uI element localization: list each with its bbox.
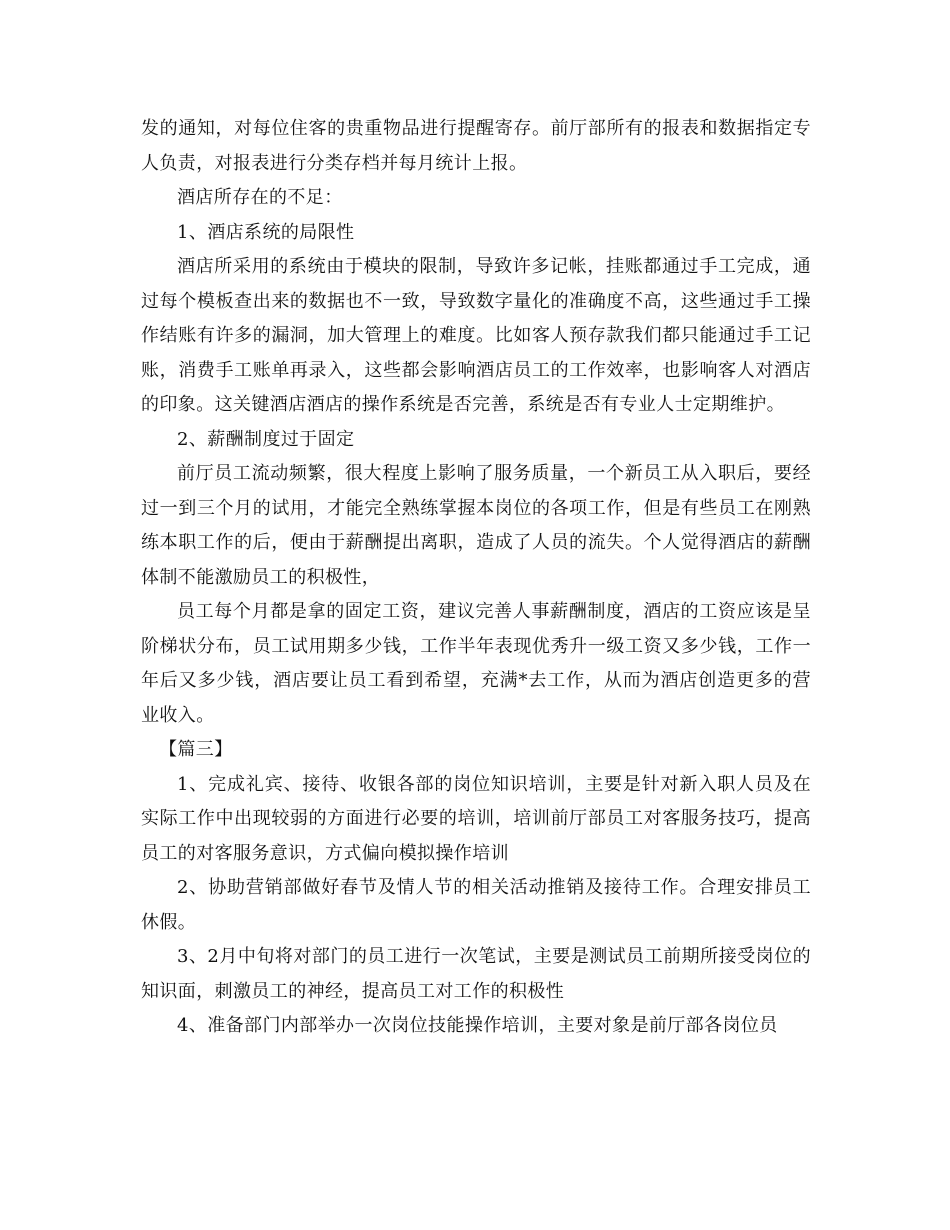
subheading-system-limitation: 1、酒店系统的局限性 [177,221,355,243]
paragraph-staff-turnover: 前厅员工流动频繁，很大程度上影响了服务质量，一个新员工从入职后，要经过一到三个月的试用，才能完全熟练掌握本岗位的各项工作，但是有些员工在刚熟练本职工作的后，便由于薪酬提出离职，造成了人员的流失。个人觉得酒店的薪酬体制不能激励员工的积极性， [141,463,811,588]
section-heading-part-three: 【篇三】 [159,739,233,760]
section-heading-shortcomings: 酒店所存在的不足： [177,187,343,208]
paragraph-system-limitation: 酒店所采用的系统由于模块的限制，导致许多记帐，挂账都通过手工完成，通过每个模板查出来的数据也不一致，导致数字量化的准确度不高，这些通过手工操作结账有许多的漏洞，加大管理上的难度。比如客人预存款我们都只能通过手工记账，消费手工账单再录入，这些都会影响酒店员工的工作效率，也影响客人对酒店的印象。这关键酒店酒店的操作系统是否完善，系统是否有专业人士定期维护。 [141,256,811,415]
list-item-marketing: 2、协助营销部做好春节及情人节的相关活动推销及接待工作。合理安排员工休假。 [141,877,811,933]
list-item-skills-training: 4、准备部门内部举办一次岗位技能操作培训，主要对象是前厅部各岗位员 [177,1015,778,1036]
subheading-salary-system: 2、薪酬制度过于固定 [177,428,355,450]
paragraph-continuation: 发的通知，对每位住客的贵重物品进行提醒寄存。前厅部所有的报表和数据指定专人负责，对报表进行分类存档并每月统计上报。 [141,118,811,174]
paragraph-salary-suggestion: 员工每个月都是拿的固定工资，建议完善人事薪酬制度，酒店的工资应该是呈阶梯状分布，员工试用期多少钱，工作半年表现优秀升一级工资又多少钱，工作一年后又多少钱，酒店要让员工看到希望，充满*去工作，从而为酒店创造更多的营业收入。 [141,601,811,726]
document-body [141,112,811,1044]
list-item-training: 1、完成礼宾、接待、收银各部的岗位知识培训，主要是针对新入职人员及在实际工作中出现较弱的方面进行必要的培训，培训前厅部员工对客服务技巧，提高员工的对客服务意识，方式偏向模拟操作培训 [141,773,811,864]
list-item-written-test: 3、2月中旬将对部门的员工进行一次笔试，主要是测试员工前期所接受岗位的知识面，刺激员工的神经，提高员工对工作的积极性 [141,946,811,1002]
